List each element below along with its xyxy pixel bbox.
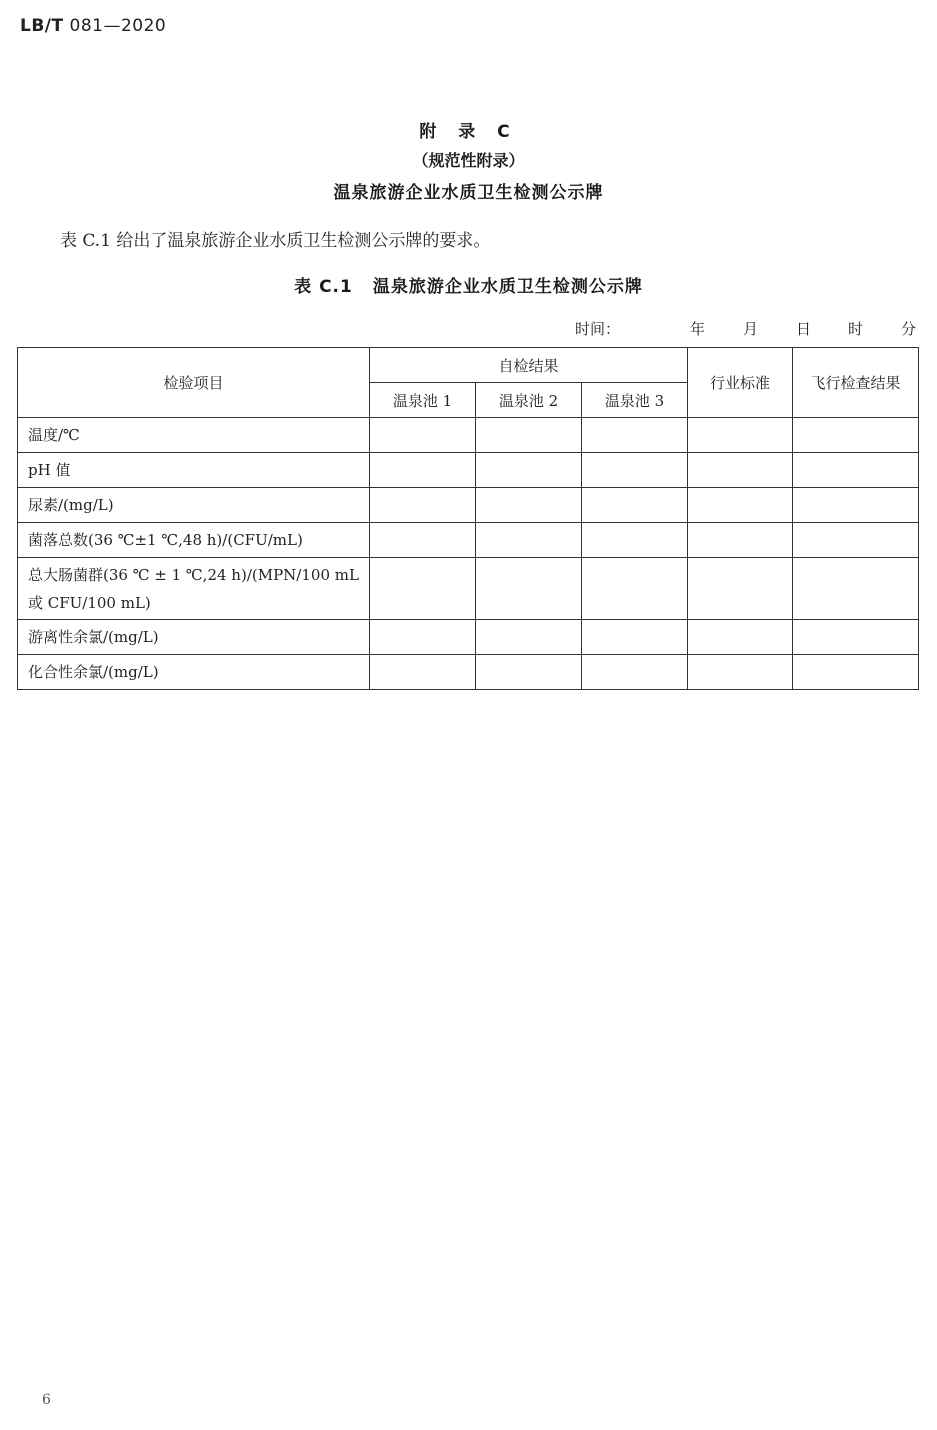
table-header-row <box>18 348 919 383</box>
row-label-temperature: 温度/℃ <box>18 418 370 453</box>
cell-industry-standard <box>688 453 793 488</box>
table-row <box>18 523 919 558</box>
header-pool-2: 温泉池 2 <box>476 383 582 418</box>
intro-paragraph: 表 C.1 给出了温泉旅游企业水质卫生检测公示牌的要求。 <box>60 231 491 251</box>
row-label-free-chlorine: 游离性余氯/(mg/L) <box>18 620 370 655</box>
cell-pool-3 <box>582 488 688 523</box>
page-number: 6 <box>42 1392 51 1408</box>
header-pool-1: 温泉池 1 <box>370 383 476 418</box>
appendix-name: 温泉旅游企业水质卫生检测公示牌 <box>333 183 604 203</box>
cell-pool-2 <box>476 453 582 488</box>
cell-pool-2 <box>476 558 582 620</box>
cell-flight-check <box>793 558 919 620</box>
cell-pool-3 <box>582 558 688 620</box>
table-row <box>18 558 919 620</box>
table-caption-number: 表 C.1 <box>294 277 353 297</box>
time-month: 月 <box>743 320 759 338</box>
cell-industry-standard <box>688 558 793 620</box>
time-minute: 分 <box>901 320 917 338</box>
header-industry-standard: 行业标准 <box>688 348 793 418</box>
table-caption <box>0 272 937 297</box>
appendix-title: 附 录 C <box>419 122 518 142</box>
cell-pool-1 <box>370 523 476 558</box>
time-year: 年 <box>690 320 706 338</box>
cell-pool-1 <box>370 418 476 453</box>
cell-pool-1 <box>370 453 476 488</box>
time-label: 时间： <box>575 320 621 338</box>
header-self-check: 自检结果 <box>370 348 688 383</box>
table-row <box>18 620 919 655</box>
cell-pool-2 <box>476 655 582 690</box>
cell-flight-check <box>793 655 919 690</box>
standard-number: 081—2020 <box>69 16 167 36</box>
cell-flight-check <box>793 453 919 488</box>
cell-industry-standard <box>688 523 793 558</box>
cell-pool-1 <box>370 488 476 523</box>
time-line <box>0 318 937 338</box>
appendix-type: （规范性附录） <box>412 151 525 170</box>
table-row <box>18 453 919 488</box>
cell-flight-check <box>793 620 919 655</box>
cell-industry-standard <box>688 655 793 690</box>
cell-industry-standard <box>688 620 793 655</box>
header-item: 检验项目 <box>18 348 370 418</box>
cell-pool-1 <box>370 558 476 620</box>
cell-pool-3 <box>582 620 688 655</box>
standard-code <box>20 16 166 36</box>
standard-prefix: LB/T <box>20 16 64 36</box>
table-row <box>18 655 919 690</box>
row-label-urea: 尿素/(mg/L) <box>18 488 370 523</box>
table-row <box>18 488 919 523</box>
time-day: 日 <box>796 320 812 338</box>
cell-pool-2 <box>476 418 582 453</box>
table-row <box>18 418 919 453</box>
cell-pool-1 <box>370 655 476 690</box>
cell-pool-3 <box>582 523 688 558</box>
cell-industry-standard <box>688 418 793 453</box>
cell-pool-3 <box>582 418 688 453</box>
cell-flight-check <box>793 488 919 523</box>
row-label-combined-chlorine: 化合性余氯/(mg/L) <box>18 655 370 690</box>
time-hour: 时 <box>848 320 864 338</box>
cell-pool-1 <box>370 620 476 655</box>
row-label-colony-count: 菌落总数(36 ℃±1 ℃,48 h)/(CFU/mL) <box>18 523 370 558</box>
cell-flight-check <box>793 418 919 453</box>
cell-pool-2 <box>476 523 582 558</box>
row-label-ph: pH 值 <box>18 453 370 488</box>
cell-pool-2 <box>476 488 582 523</box>
cell-industry-standard <box>688 488 793 523</box>
cell-pool-3 <box>582 655 688 690</box>
table-caption-title: 温泉旅游企业水质卫生检测公示牌 <box>372 277 643 297</box>
cell-pool-3 <box>582 453 688 488</box>
row-label-coliforms: 总大肠菌群(36 ℃ ± 1 ℃,24 h)/(MPN/100 mL或 CFU/100 mL) <box>18 558 370 620</box>
header-pool-3: 温泉池 3 <box>582 383 688 418</box>
results-table <box>17 347 919 690</box>
cell-flight-check <box>793 523 919 558</box>
cell-pool-2 <box>476 620 582 655</box>
header-flight-check: 飞行检查结果 <box>793 348 919 418</box>
